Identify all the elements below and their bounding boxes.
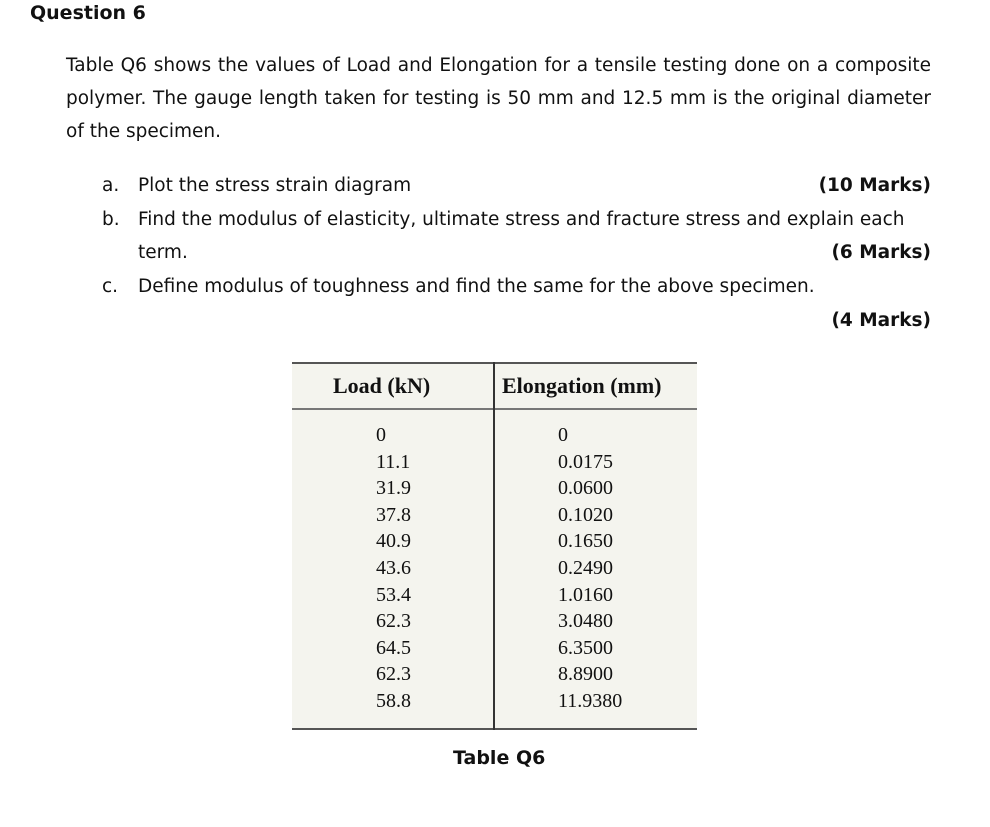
load-cell: 31.9 bbox=[376, 477, 411, 500]
part-b-text: Find the modulus of elasticity, ultimate stress and fracture stress and explain each bbox=[138, 209, 905, 230]
elongation-cell: 0 bbox=[558, 424, 568, 446]
part-a-text: Plot the stress strain diagram bbox=[138, 175, 412, 196]
elongation-cell: 1.0160 bbox=[558, 583, 613, 606]
question-intro: Table Q6 shows the values of Load and Elongation for a tensile testing done on a composite polymer. The gauge length taken for testing is 50 mm and 12.5 mm is the original diameter of the specimen. bbox=[66, 55, 931, 142]
part-c-text: Define modulus of toughness and find the same for the above specimen. bbox=[138, 276, 815, 297]
elongation-cell: 0.0175 bbox=[558, 450, 613, 473]
part-b-label: b. bbox=[102, 209, 120, 230]
part-b-marks: (6 Marks) bbox=[831, 242, 931, 263]
part-c-marks: (4 Marks) bbox=[831, 310, 931, 331]
part-a-marks: (10 Marks) bbox=[818, 175, 931, 196]
load-cell: 0 bbox=[376, 424, 386, 446]
load-cell: 64.5 bbox=[376, 636, 411, 659]
question-title: Question 6 bbox=[30, 2, 146, 24]
elongation-cell: 0.2490 bbox=[558, 556, 613, 579]
load-cell: 62.3 bbox=[376, 610, 411, 633]
elongation-cell: 11.9380 bbox=[558, 689, 623, 712]
elongation-column bbox=[558, 422, 622, 715]
load-cell: 58.8 bbox=[376, 689, 411, 712]
elongation-cell: 8.8900 bbox=[558, 663, 613, 686]
elongation-cell: 0.0600 bbox=[558, 477, 613, 500]
load-cell: 11.1 bbox=[376, 450, 411, 473]
load-cell: 53.4 bbox=[376, 583, 411, 606]
part-b-text-line2: term. bbox=[138, 242, 188, 263]
header-elongation: Elongation (mm) bbox=[502, 373, 662, 398]
load-cell: 43.6 bbox=[376, 556, 411, 579]
table-column-divider bbox=[493, 362, 495, 730]
load-column bbox=[376, 422, 411, 715]
load-cell: 40.9 bbox=[376, 530, 411, 553]
part-c-label: c. bbox=[102, 276, 119, 297]
elongation-cell: 3.0480 bbox=[558, 610, 613, 633]
elongation-cell: 0.1650 bbox=[558, 530, 613, 553]
load-cell: 62.3 bbox=[376, 663, 411, 686]
elongation-cell: 0.1020 bbox=[558, 503, 613, 526]
elongation-cell: 6.3500 bbox=[558, 636, 613, 659]
header-load: Load (kN) bbox=[333, 373, 431, 398]
part-a-label: a. bbox=[102, 175, 120, 196]
load-cell: 37.8 bbox=[376, 503, 411, 526]
data-table bbox=[292, 362, 697, 730]
table-caption: Table Q6 bbox=[453, 747, 546, 769]
